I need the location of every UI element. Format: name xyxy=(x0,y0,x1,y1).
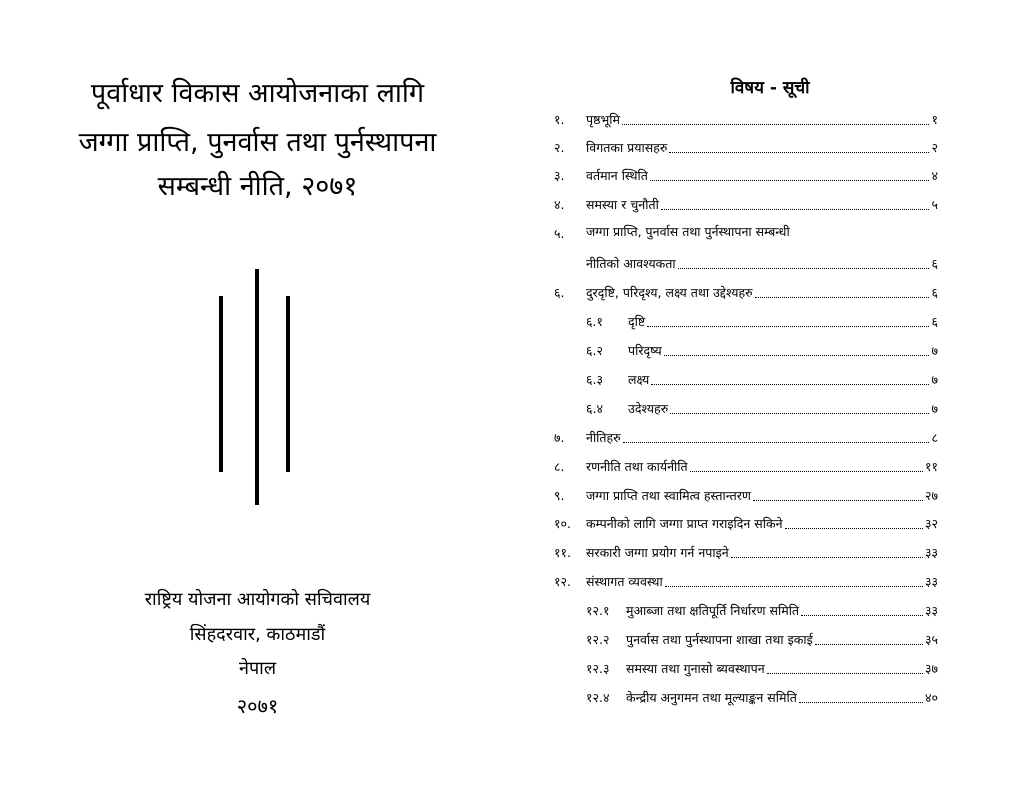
emblem-bar-right xyxy=(286,296,290,472)
toc-dot-leader xyxy=(767,672,923,674)
toc-number: १०. xyxy=(554,516,571,531)
emblem-bar-middle xyxy=(255,269,259,505)
toc-page-number: २७ xyxy=(924,488,938,503)
toc-page-number: ४ xyxy=(931,168,938,183)
publisher-country: नेपाल xyxy=(238,658,277,679)
toc-entry[interactable] xyxy=(586,485,938,505)
toc-entry-text[interactable]: जग्गा प्राप्ति, पुनर्वास तथा पुर्नस्थापना सम्बन्धी xyxy=(586,224,790,239)
toc-entry-text: उदेश्यहरु xyxy=(628,401,669,416)
cover-title-line-1: पूर्वाधार विकास आयोजनाका लागि xyxy=(90,78,425,109)
toc-subentry-number: १२.१ xyxy=(586,603,610,618)
toc-entry[interactable] xyxy=(586,571,938,591)
toc-dot-leader xyxy=(678,267,930,269)
toc-subentry[interactable] xyxy=(586,340,938,360)
toc-page-number: ६ xyxy=(931,285,938,300)
toc-subentry[interactable] xyxy=(586,369,938,389)
toc-subentry-number: ६.४ xyxy=(586,401,603,416)
toc-subentry-number: १२.४ xyxy=(586,690,610,705)
toc-dot-leader xyxy=(690,470,923,472)
toc-page-number: ७ xyxy=(931,343,938,358)
toc-page-number: ३७ xyxy=(924,661,938,676)
toc-page-number: २ xyxy=(931,140,938,155)
emblem-bar-left xyxy=(219,296,223,472)
toc-entry-text: वर्तमान स्थिति xyxy=(586,168,648,183)
toc-entry[interactable] xyxy=(586,253,938,273)
toc-number: ११. xyxy=(554,545,571,560)
cover-page xyxy=(0,0,515,800)
toc-page-number: ३५ xyxy=(924,632,938,647)
toc-entry-text: पुनर्वास तथा पुर्नस्थापना शाखा तथा इकाई xyxy=(626,632,813,647)
toc-entry[interactable] xyxy=(586,194,938,214)
toc-dot-leader xyxy=(650,179,930,181)
toc-entry[interactable] xyxy=(586,456,938,476)
toc-entry-text: लक्ष्य xyxy=(628,372,650,387)
toc-number: १. xyxy=(554,112,565,127)
toc-subentry[interactable] xyxy=(586,658,938,678)
publication-year: २०७१ xyxy=(236,694,279,718)
toc-entry[interactable] xyxy=(586,513,938,533)
toc-entry[interactable] xyxy=(586,282,938,302)
toc-dot-leader xyxy=(815,643,923,645)
toc-page-number: १ xyxy=(931,112,938,127)
toc-title: विषय - सूची xyxy=(730,78,810,98)
toc-entry[interactable] xyxy=(586,165,938,185)
toc-entry-text: जग्गा प्राप्ति तथा स्वामित्व हस्तान्तरण xyxy=(586,488,751,503)
toc-dot-leader xyxy=(651,383,929,385)
toc-number: २. xyxy=(554,140,565,155)
toc-entry-text-continued: नीतिको आवश्यकता xyxy=(586,256,676,271)
toc-dot-leader xyxy=(623,441,930,443)
toc-entry[interactable] xyxy=(586,137,938,157)
toc-number: ८. xyxy=(554,459,565,474)
toc-subentry-number: ६.२ xyxy=(586,343,603,358)
toc-dot-leader xyxy=(665,585,923,587)
toc-number: ५. xyxy=(554,226,565,241)
toc-dot-leader xyxy=(731,556,923,558)
toc-page-number: ६ xyxy=(931,256,938,271)
cover-title-line-3: सम्बन्धी नीति, २०७१ xyxy=(157,171,358,202)
toc-page-number: ७ xyxy=(931,401,938,416)
toc-entry-text: पृष्ठभूमि xyxy=(586,112,620,127)
toc-number: ३. xyxy=(554,168,565,183)
toc-dot-leader xyxy=(785,527,923,529)
toc-page-number: ११ xyxy=(924,459,938,474)
toc-subentry-number: १२.२ xyxy=(586,632,610,647)
toc-page-number: ३३ xyxy=(924,545,938,560)
toc-entry-text: समस्या र चुनौती xyxy=(586,197,659,212)
publisher-name: राष्ट्रिय योजना आयोगको सचिवालय xyxy=(144,589,371,610)
toc-entry[interactable] xyxy=(586,542,938,562)
toc-dot-leader xyxy=(622,123,930,125)
publisher-location: सिंहदरवार, काठमाडौं xyxy=(189,624,326,645)
toc-entry-text: दुरदृष्टि, परिदृश्य, लक्ष्य तथा उद्देश्यहरु xyxy=(586,285,753,300)
toc-page-number: ८ xyxy=(931,430,938,445)
toc-page-number: ३२ xyxy=(924,516,938,531)
toc-number: ९. xyxy=(554,488,565,503)
toc-dot-leader xyxy=(799,701,923,703)
toc-subentry-number: १२.३ xyxy=(586,661,610,676)
toc-dot-leader xyxy=(755,296,930,298)
toc-subentry-number: ६.३ xyxy=(586,372,603,387)
toc-number: १२. xyxy=(554,574,571,589)
toc-number: ७. xyxy=(554,430,565,445)
toc-dot-leader xyxy=(670,412,929,414)
toc-page-number: ३३ xyxy=(924,574,938,589)
toc-page-number: ४० xyxy=(924,690,938,705)
toc-dot-leader xyxy=(661,208,930,210)
toc-dot-leader xyxy=(801,614,923,616)
toc-entry-text: नीतिहरु xyxy=(586,430,621,445)
toc-subentry[interactable] xyxy=(586,398,938,418)
toc-entry[interactable] xyxy=(586,427,938,447)
toc-entry-text: विगतका प्रयासहरु xyxy=(586,140,668,155)
toc-entry[interactable] xyxy=(586,109,938,129)
toc-page-number: ६ xyxy=(931,314,938,329)
toc-dot-leader xyxy=(753,499,923,501)
toc-page-number: ३३ xyxy=(924,603,938,618)
toc-dot-leader xyxy=(664,354,930,356)
toc-entry-text: परिदृष्य xyxy=(628,343,662,358)
toc-subentry[interactable] xyxy=(586,687,938,707)
toc-entry-text: केन्द्रीय अनुगमन तथा मूल्याङ्कन समिति xyxy=(626,690,797,705)
toc-dot-leader xyxy=(647,325,929,327)
toc-entry-text: दृष्टि xyxy=(628,314,646,329)
toc-number: ६. xyxy=(554,285,565,300)
toc-subentry[interactable] xyxy=(586,629,938,649)
toc-entry-text: समस्या तथा गुनासो ब्यवस्थापन xyxy=(626,661,765,676)
toc-page-number: ५ xyxy=(931,197,938,212)
toc-number: ४. xyxy=(554,197,565,212)
toc-dot-leader xyxy=(669,151,929,153)
cover-title-line-2: जग्गा प्राप्ति, पुनर्वास तथा पुर्नस्थापना xyxy=(78,127,437,158)
toc-entry-text: मुआब्जा तथा क्षतिपूर्ति निर्धारण समिति xyxy=(626,603,800,618)
toc-subentry-number: ६.१ xyxy=(586,314,603,329)
toc-subentry[interactable] xyxy=(586,600,938,620)
toc-entry-text: कम्पनीको लागि जग्गा प्राप्त गराइदिन सकिने xyxy=(586,516,783,531)
toc-entry-text: संस्थागत व्यवस्था xyxy=(586,574,663,589)
toc-entry-text: रणनीति तथा कार्यनीति xyxy=(586,459,688,474)
toc-subentry[interactable] xyxy=(586,311,938,331)
toc-entry-text: सरकारी जग्गा प्रयोग गर्न नपाइने xyxy=(586,545,729,560)
table-of-contents xyxy=(540,0,1000,800)
toc-page-number: ७ xyxy=(931,372,938,387)
